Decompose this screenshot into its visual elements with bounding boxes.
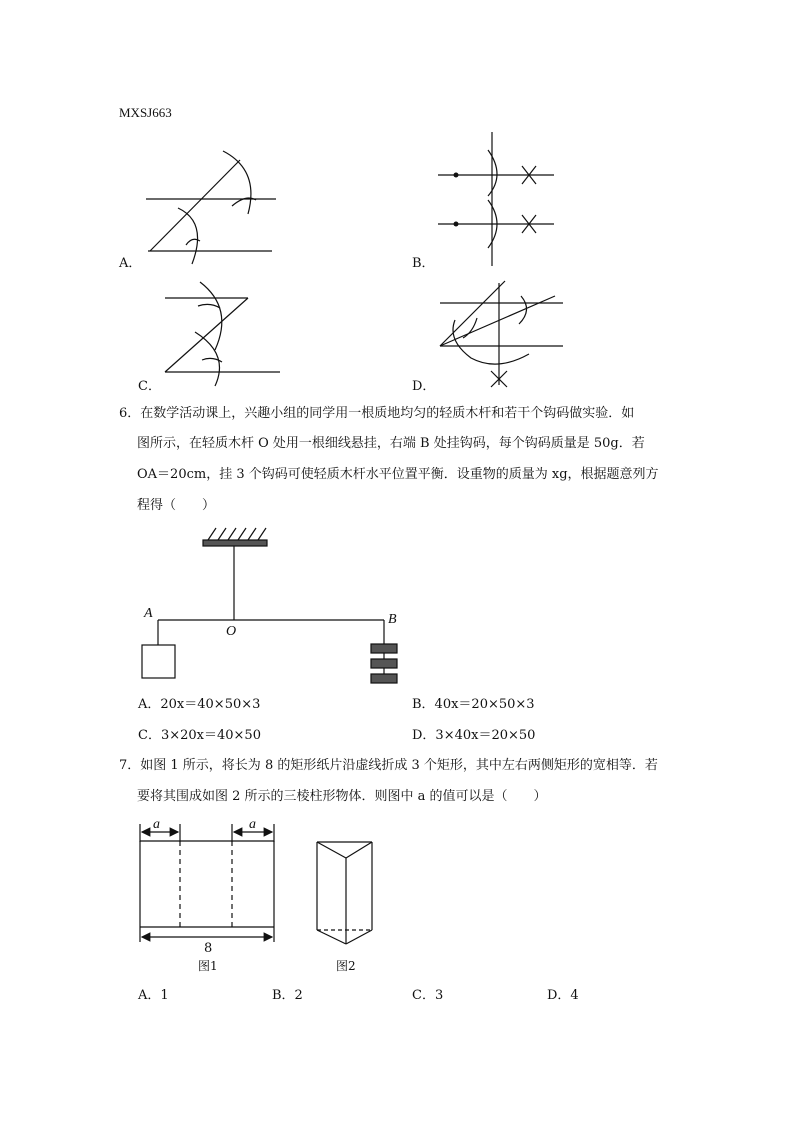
document-code: MXSJ663 xyxy=(119,105,172,120)
q6-option-b: B．40x＝20×50×3 xyxy=(412,697,535,712)
q5-figure-d xyxy=(437,278,565,388)
q6-label-o: O xyxy=(226,624,237,639)
q7-label-8: 8 xyxy=(204,941,213,956)
q7-option-a: A．1 xyxy=(138,988,169,1003)
q6-text-line1: 6．在数学活动课上，兴趣小组的同学用一根质地均匀的轻质木杆和若干个钩码做实验．如 xyxy=(119,406,635,421)
q6-label-b: B xyxy=(388,612,397,627)
q5-option-a-label: A． xyxy=(119,256,142,271)
q7-option-b: B．2 xyxy=(272,988,303,1003)
q7-option-c: C．3 xyxy=(412,988,444,1003)
q7-figure1 xyxy=(136,820,281,948)
q6-lever-figure xyxy=(138,526,408,688)
q7-figure2 xyxy=(314,838,384,950)
q6-option-a: A．20x＝40×50×3 xyxy=(138,697,261,712)
q6-text-line3: OA＝20cm，挂 3 个钩码可使轻质木杆水平位置平衡．设重物的质量为 xg，根据题意列方 xyxy=(137,467,659,482)
q6-option-d: D．3×40x＝20×50 xyxy=(412,728,536,743)
q5-figure-a xyxy=(138,148,288,270)
q5-option-d-label: D． xyxy=(412,379,436,394)
q7-figure2-caption: 图2 xyxy=(336,959,356,973)
q7-figure1-caption: 图1 xyxy=(198,959,218,973)
q5-option-c-label: C． xyxy=(138,379,161,394)
q6-option-c: C．3×20x＝40×50 xyxy=(138,728,261,743)
q6-text-line4: 程得（ ） xyxy=(137,498,216,513)
q7-text-line2: 要将其围成如图 2 所示的三棱柱形物体．则图中 a 的值可以是（ ） xyxy=(137,789,547,804)
q6-text-line2: 图所示，在轻质木杆 O 处用一根细线悬挂，右端 B 处挂钩码，每个钩码质量是 50g．若 xyxy=(137,436,645,451)
q5-figure-b xyxy=(436,130,561,268)
q7-label-a-left: a xyxy=(153,817,160,832)
q5-option-b-label: B． xyxy=(412,256,435,271)
q7-option-d: D．4 xyxy=(547,988,579,1003)
q7-text-line1: 7．如图 1 所示，将长为 8 的矩形纸片沿虚线折成 3 个矩形，其中左右两侧矩形的宽相等．若 xyxy=(119,758,658,773)
q7-label-a-right: a xyxy=(249,817,256,832)
q6-label-a: A xyxy=(144,606,153,621)
q5-figure-c xyxy=(160,280,285,390)
